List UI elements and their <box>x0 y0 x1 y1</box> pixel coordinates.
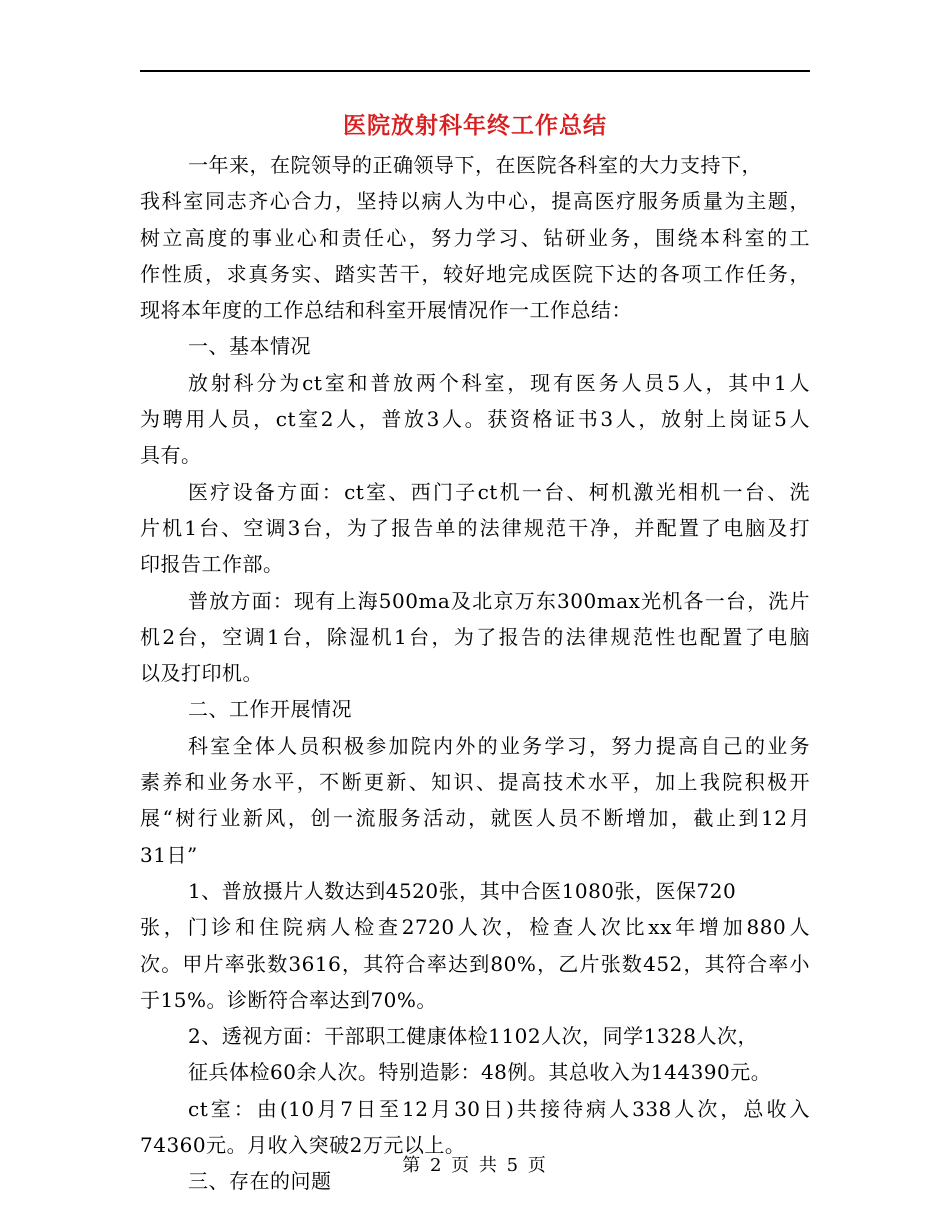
body-line: 现将本年度的工作总结和科室开展情况作一工作总结： <box>140 298 632 323</box>
body-line: 科室全体人员积极参加院内外的业务学习，努力提高自己的业务 <box>188 733 810 758</box>
body-line: 印报告工作部。 <box>140 552 284 577</box>
body-line: 一年来，在院领导的正确领导下，在医院各科室的大力支持下， <box>188 153 762 177</box>
document-title: 医院放射科年终工作总结 <box>343 112 607 139</box>
page-number: 第 2 页 共 5 页 <box>402 1155 548 1176</box>
header-rule <box>140 70 810 72</box>
body-line: 次。甲片率张数3616，其符合率达到80%，乙片张数452，其符合率小 <box>140 951 810 976</box>
body-line: ct室：由(10月7日至12月30日)共接待病人338人次，总收入 <box>188 1096 810 1121</box>
body-line: 于15%。诊断符合率达到70%。 <box>140 987 437 1012</box>
body-line: 展“树行业新风，创一流服务活动，就医人员不断增加，截止到12月 <box>140 806 810 831</box>
body-line: 素养和业务水平，不断更新、知识、提高技术水平，加上我院积极开 <box>140 770 810 795</box>
body-line: 作性质，求真务实、踏实苦干，较好地完成医院下达的各项工作任务， <box>140 261 810 286</box>
body-line: 片机1台、空调3台，为了报告单的法律规范干净，并配置了电脑及打 <box>140 515 810 540</box>
body-line: 三、存在的问题 <box>188 1169 332 1194</box>
body-line: 征兵体检60余人次。特别造影：48例。其总收入为144390元。 <box>188 1060 772 1085</box>
body-line: 放射科分为ct室和普放两个科室，现有医务人员5人，其中1人 <box>188 370 810 395</box>
body-line: 具有。 <box>140 443 202 468</box>
body-line: 以及打印机。 <box>140 661 263 686</box>
document-body <box>140 147 810 1200</box>
body-line: 机2台，空调1台，除湿机1台，为了报告的法律规范性也配置了电脑 <box>140 624 810 649</box>
body-line: 张，门诊和住院病人检查2720人次，检查人次比xx年增加880人 <box>140 915 810 940</box>
body-line: 1、普放摄片人数达到4520张，其中合医1080张，医保720 <box>188 878 737 903</box>
body-line: 二、工作开展情况 <box>188 697 352 722</box>
body-line: 我科室同志齐心合力，坚持以病人为中心，提高医疗服务质量为主题， <box>140 189 810 214</box>
body-line: 普放方面：现有上海500ma及北京万东300max光机各一台，洗片 <box>188 588 810 613</box>
body-line: 树立高度的事业心和责任心，努力学习、钻研业务，围绕本科室的工 <box>140 225 810 250</box>
body-line: 为聘用人员，ct室2人，普放3人。获资格证书3人，放射上岗证5人 <box>140 407 810 432</box>
body-line: 医疗设备方面：ct室、西门子ct机一台、柯机激光相机一台、洗 <box>188 479 810 504</box>
body-line: 74360元。月收入突破2万元以上。 <box>140 1133 466 1158</box>
body-line: 一、基本情况 <box>188 334 311 359</box>
body-line: 31日” <box>140 842 198 867</box>
body-line: 2、透视方面：干部职工健康体检1102人次，同学1328人次， <box>188 1024 759 1049</box>
